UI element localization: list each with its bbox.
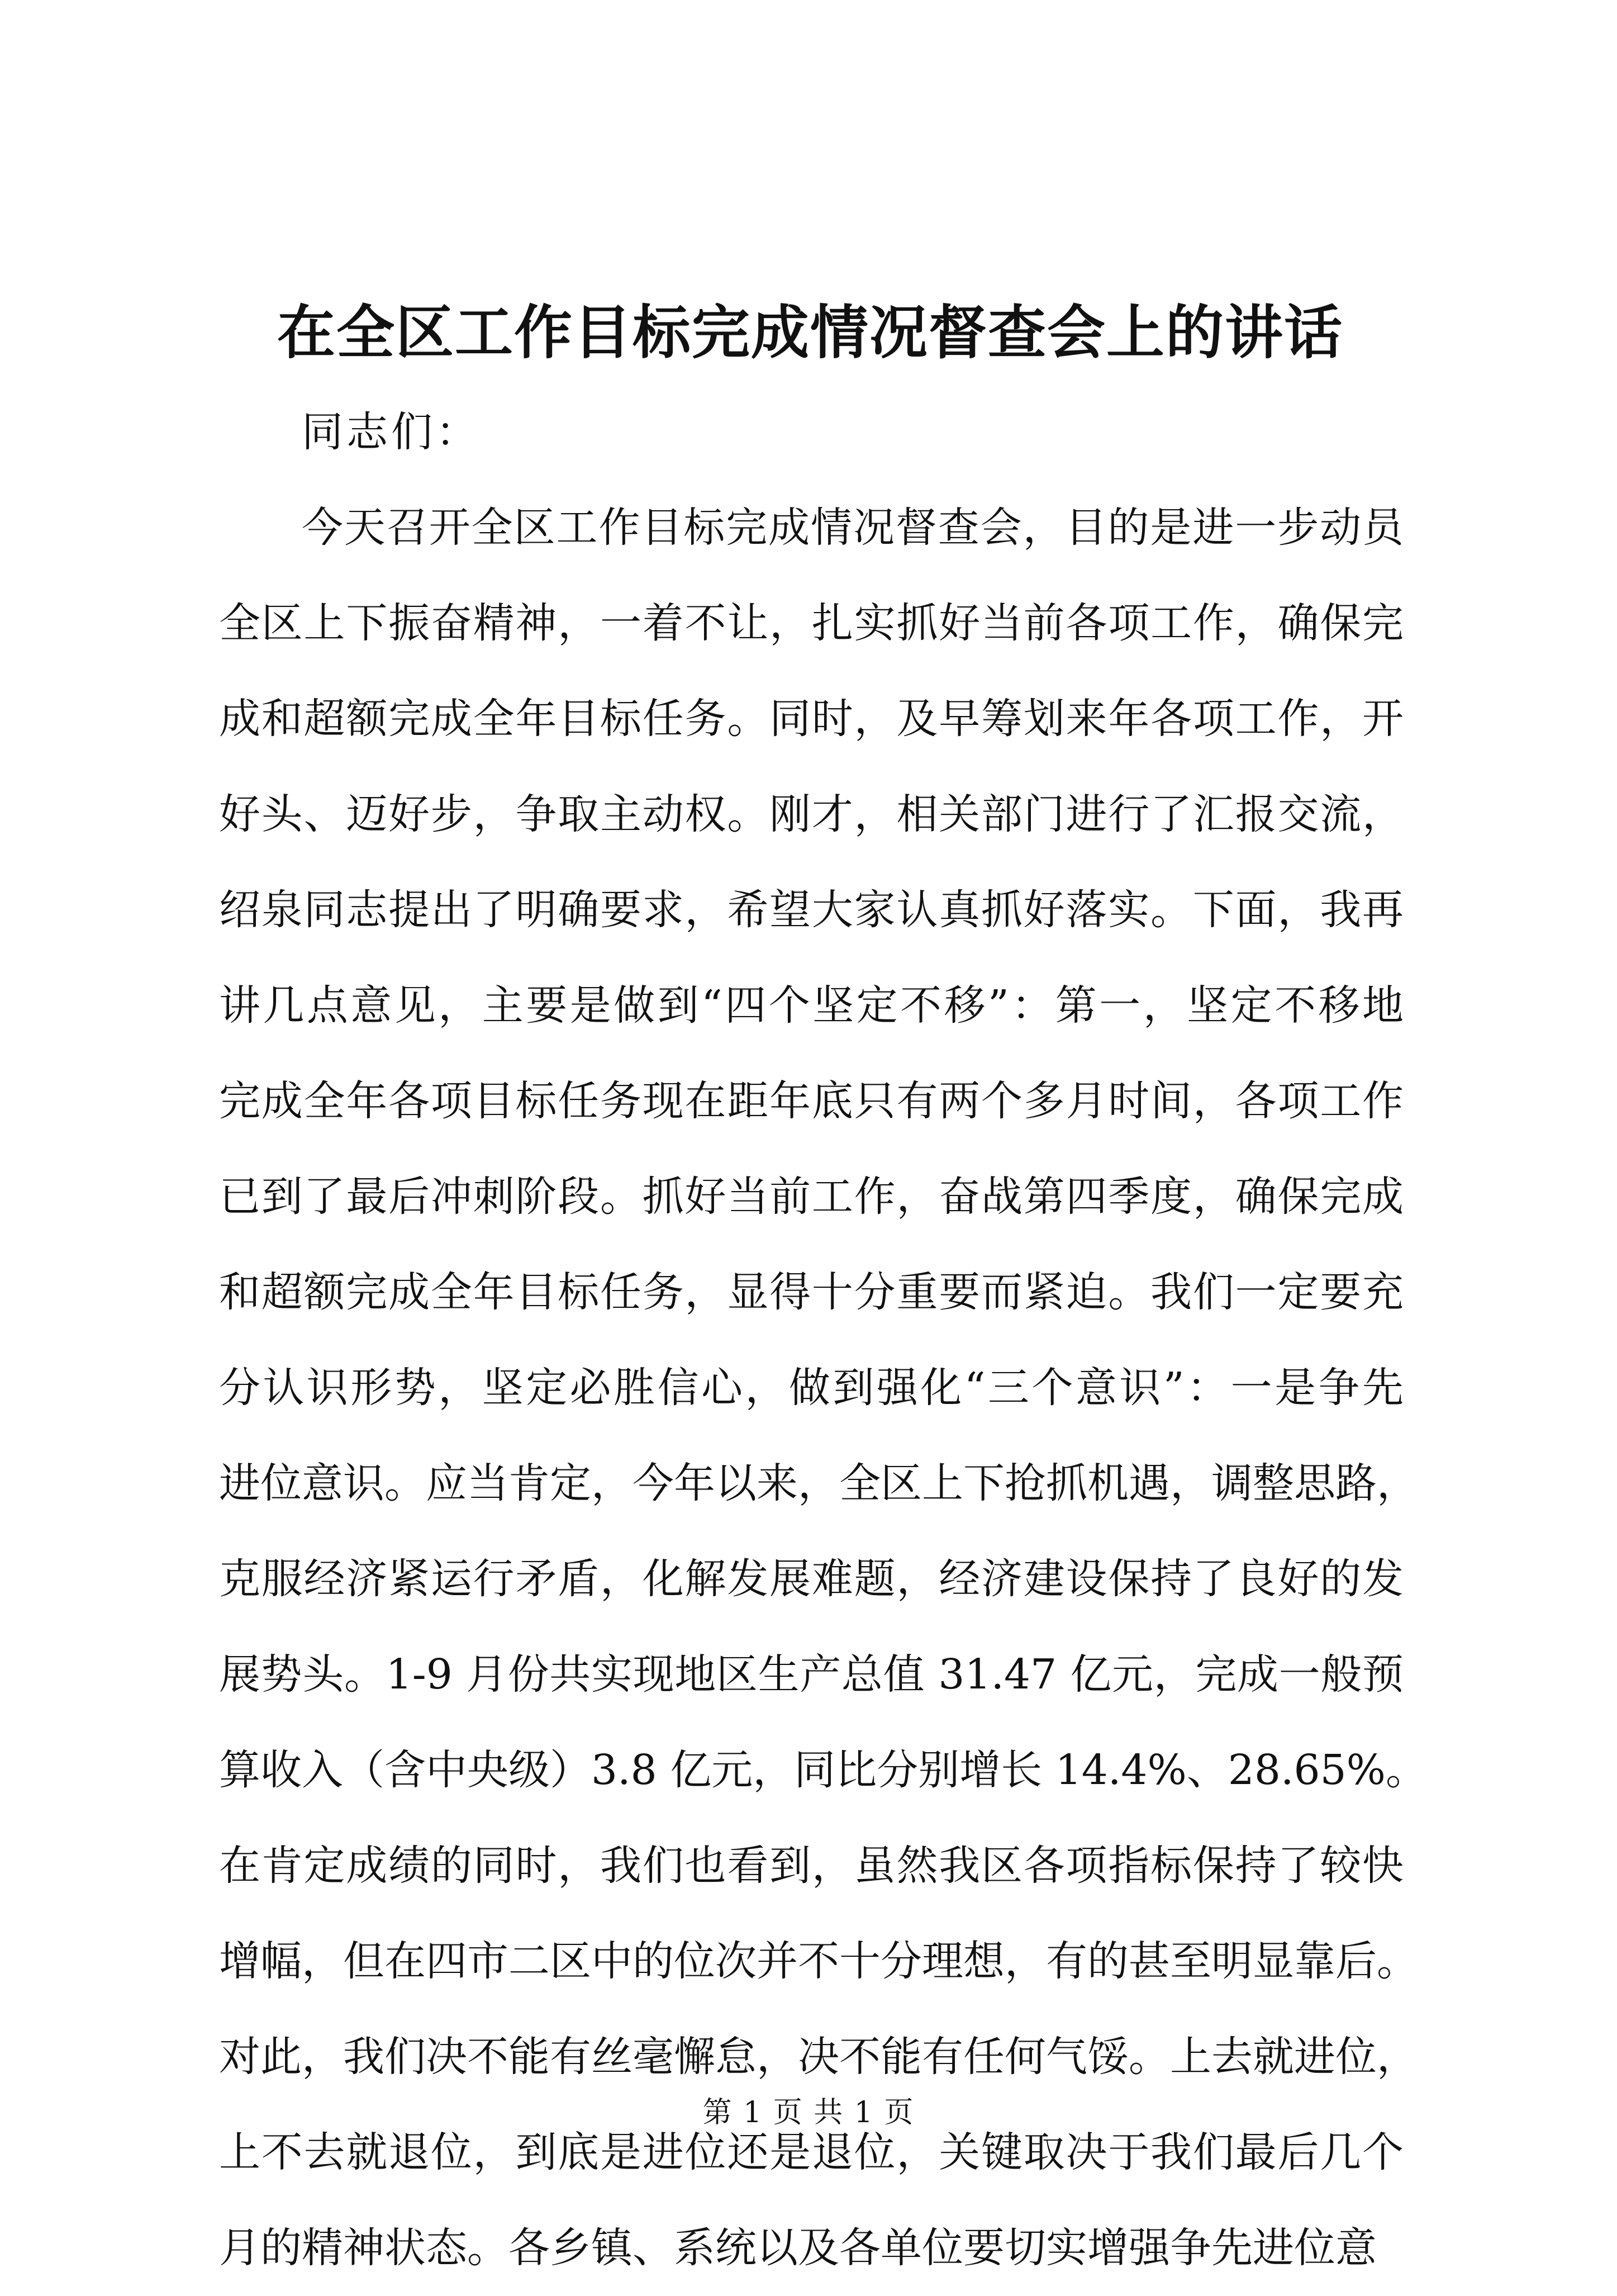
body-line: 全区上下振奋精神，一着不让，扎实抓好当前各项工作，确保完 bbox=[219, 599, 1404, 647]
body-line: 好头、迈好步，争取主动权。刚才，相关部门进行了汇报交流， bbox=[219, 790, 1404, 838]
document-body bbox=[219, 385, 1427, 2296]
body-line: 已到了最后冲刺阶段。抓好当前工作，奋战第四季度，确保完成 bbox=[219, 1173, 1404, 1221]
body-line: 展势头。1-9 月份共实现地区生产总值 31.47 亿元，完成一般预 bbox=[219, 1650, 1404, 1699]
body-line: 月的精神状态。各乡镇、系统以及各单位要切实增强争先进位意 bbox=[219, 2224, 1377, 2272]
body-line: 成和超额完成全年目标任务。同时，及早筹划来年各项工作，开 bbox=[219, 695, 1404, 743]
body-line: 上不去就退位，到底是进位还是退位，关键取决于我们最后几个 bbox=[219, 2128, 1404, 2176]
body-line: 讲几点意见，主要是做到“四个坚定不移”：第一，坚定不移地 bbox=[219, 981, 1404, 1030]
body-line: 在肯定成绩的同时，我们也看到，虽然我区各项指标保持了较快 bbox=[219, 1842, 1404, 1890]
body-line: 和超额完成全年目标任务，显得十分重要而紧迫。我们一定要充 bbox=[219, 1268, 1404, 1316]
page-number-footer: 第 1 页 共 1 页 bbox=[702, 2096, 915, 2129]
document-title: 在全区工作目标完成情况督查会上的讲话 bbox=[277, 298, 1343, 367]
body-line: 增幅，但在四市二区中的位次并不十分理想，有的甚至明显靠后。 bbox=[219, 1937, 1418, 1985]
body-line: 今天召开全区工作目标完成情况督查会，目的是进一步动员 bbox=[302, 504, 1404, 552]
body-line: 完成全年各项目标任务现在距年底只有两个多月时间，各项工作 bbox=[219, 1077, 1404, 1125]
body-line: 分认识形势，坚定必胜信心，做到强化“三个意识”：一是争先 bbox=[219, 1364, 1404, 1412]
body-line: 对此，我们决不能有丝毫懈怠，决不能有任何气馁。上去就进位， bbox=[219, 2033, 1418, 2081]
body-paragraph bbox=[219, 480, 1427, 2296]
body-line: 算收入（含中央级）3.8 亿元，同比分别增长 14.4%、28.65%。 bbox=[219, 1746, 1427, 1794]
salutation: 同志们： bbox=[302, 408, 481, 456]
body-line: 克服经济紧运行矛盾，化解发展难题，经济建设保持了良好的发 bbox=[219, 1555, 1404, 1603]
body-line: 进位意识。应当肯定，今年以来，全区上下抢抓机遇，调整思路， bbox=[219, 1459, 1418, 1507]
body-line: 绍泉同志提出了明确要求，希望大家认真抓好落实。下面，我再 bbox=[219, 886, 1404, 934]
